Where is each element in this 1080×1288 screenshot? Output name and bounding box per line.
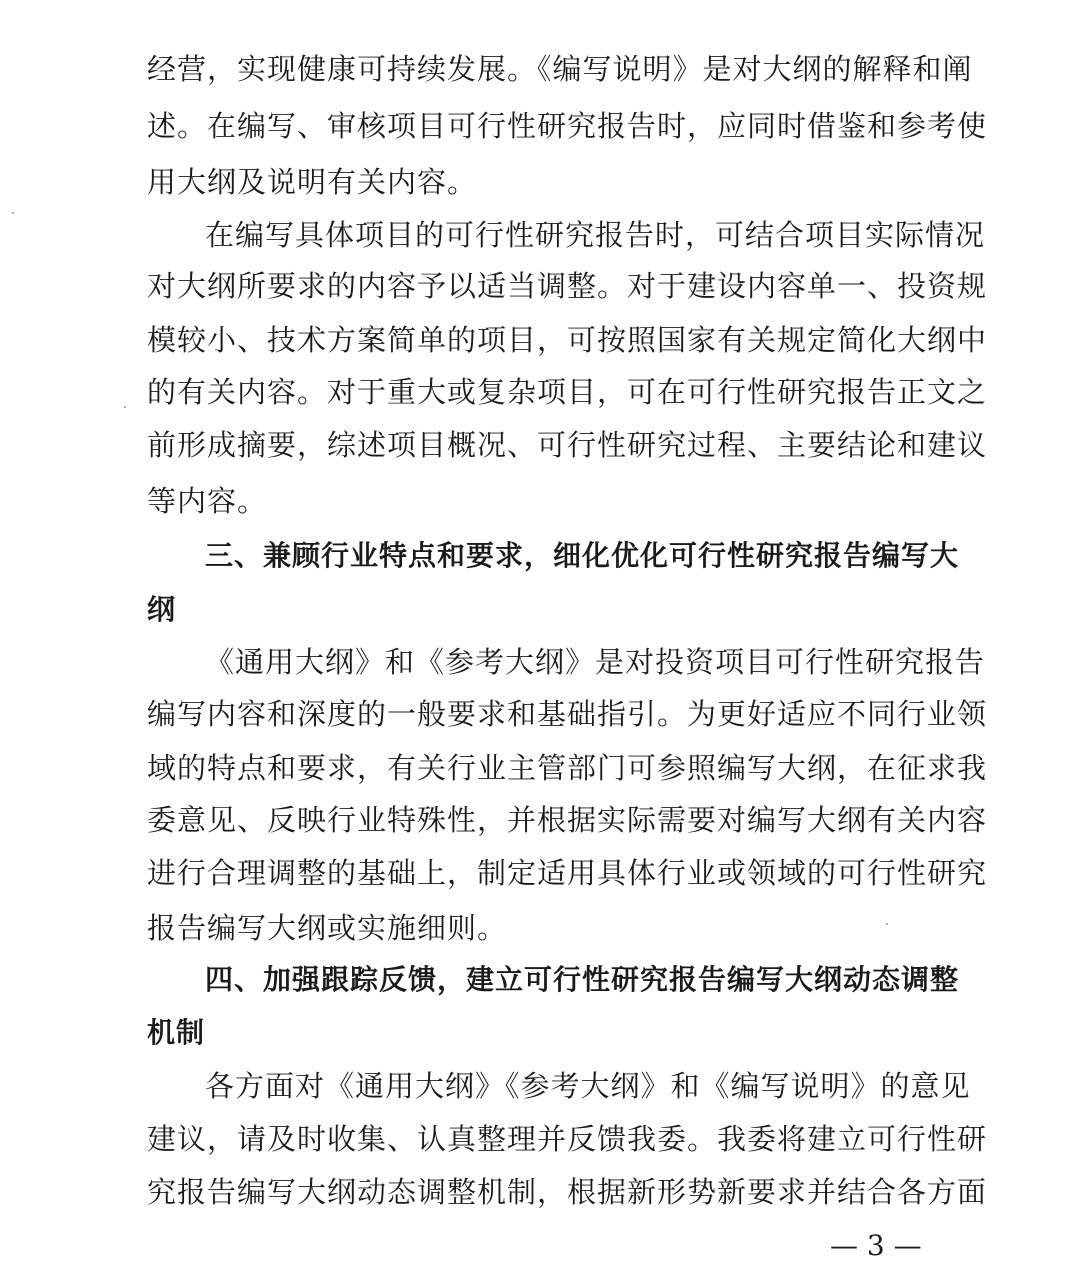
text-line: 经营，实现健康可持续发展。《编写说明》是对大纲的解释和阐 xyxy=(147,52,973,86)
text-line: 的有关内容。对于重大或复杂项目，可在可行性研究报告正文之 xyxy=(147,375,988,409)
section-heading: 三、兼顾行业特点和要求，细化优化可行性研究报告编写大 xyxy=(205,539,960,572)
text-line: 述。在编写、审核项目可行性研究报告时，应同时借鉴和参考使 xyxy=(147,109,988,143)
text-line: 在编写具体项目的可行性研究报告时，可结合项目实际情况 xyxy=(205,218,986,252)
scan-speck xyxy=(886,923,888,925)
text-line: 《通用大纲》和《参考大纲》是对投资项目可行性研究报告 xyxy=(205,645,986,679)
text-line: 进行合理调整的基础上，制定适用具体行业或领域的可行性研究 xyxy=(147,856,988,890)
section-heading: 四、加强跟踪反馈，建立可行性研究报告编写大纲动态调整 xyxy=(205,963,960,996)
text-line: 模较小、技术方案简单的项目，可按照国家有关规定简化大纲中 xyxy=(147,323,988,357)
text-line: 域的特点和要求，有关行业主管部门可参照编写大纲，在征求我 xyxy=(147,751,988,785)
text-line: 建议，请及时收集、认真整理并反馈我委。我委将建立可行性研 xyxy=(147,1122,988,1156)
text-line: 等内容。 xyxy=(147,484,268,518)
text-line: 各方面对《通用大纲》《参考大纲》和《编写说明》的意见 xyxy=(205,1069,971,1103)
section-heading: 机制 xyxy=(147,1016,206,1049)
text-line: 对大纲所要求的内容予以适当调整。对于建设内容单一、投资规 xyxy=(147,269,988,303)
section-heading: 纲 xyxy=(147,593,177,626)
text-line: 委意见、反映行业特殊性，并根据实际需要对编写大纲有关内容 xyxy=(147,803,988,837)
scan-speck xyxy=(124,406,126,408)
text-line: 究报告编写大纲动态调整机制，根据新形势新要求并结合各方面 xyxy=(147,1175,988,1209)
text-line: 报告编写大纲或实施细则。 xyxy=(147,911,508,945)
text-line: 用大纲及说明有关内容。 xyxy=(147,165,478,199)
scan-speck xyxy=(12,212,14,214)
text-line: 前形成摘要，综述项目概况、可行性研究过程、主要结论和建议 xyxy=(147,428,988,462)
text-line: 编写内容和深度的一般要求和基础指引。为更好适应不同行业领 xyxy=(147,697,988,731)
page-number: — 3 — xyxy=(830,1229,922,1262)
